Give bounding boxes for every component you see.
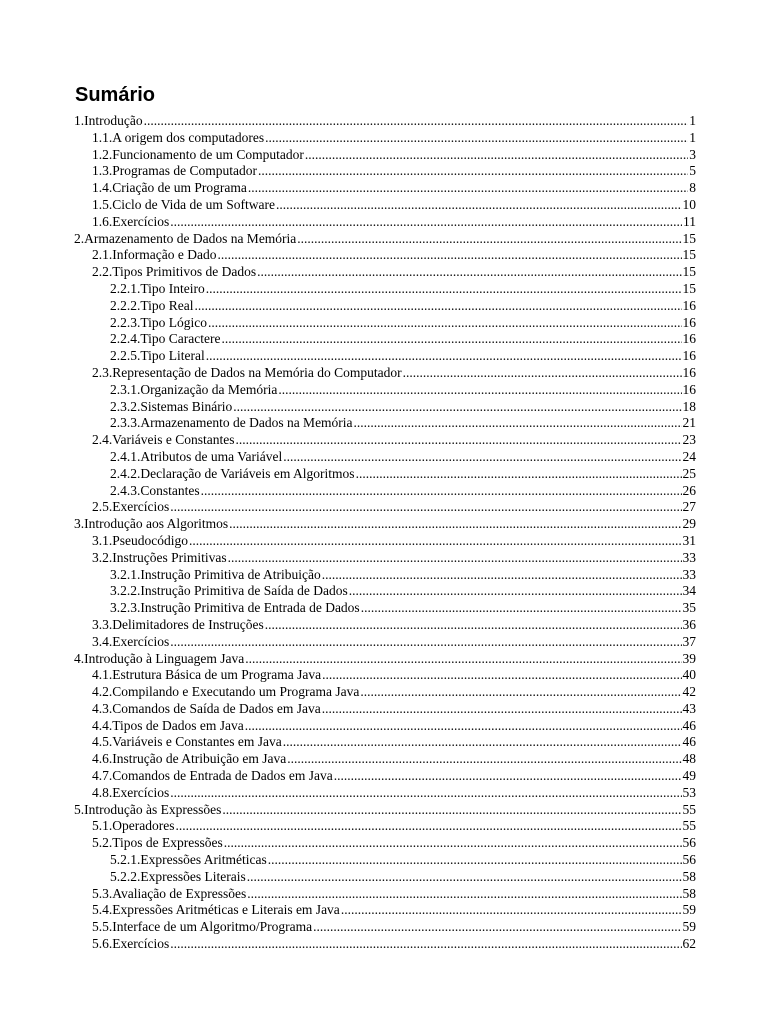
- toc-entry-page-number: 1: [689, 129, 696, 145]
- toc-entry[interactable]: [74, 180, 696, 197]
- toc-dot-leader: [283, 734, 682, 751]
- toc-entry-label: 5.3.Avaliação de Expressões: [92, 885, 247, 901]
- toc-entry-page-number: 59: [682, 902, 696, 918]
- toc-entry-page-number: 33: [682, 566, 696, 582]
- toc-entry-page-number: 35: [682, 600, 696, 616]
- toc-entry-page-number: 34: [682, 583, 696, 599]
- toc-dot-leader: [257, 264, 681, 281]
- toc-entry-label: 2.2.3.Tipo Lógico: [110, 314, 208, 330]
- toc-entry-label: 1.4.Criação de um Programa: [92, 180, 247, 196]
- toc-dot-leader: [144, 113, 689, 130]
- toc-dot-leader: [278, 382, 681, 399]
- toc-dot-leader: [265, 617, 682, 634]
- toc-entry[interactable]: [74, 499, 696, 516]
- toc-entry-label: 2.4.Variáveis e Constantes: [92, 432, 235, 448]
- toc-entry-label: 4.2.Compilando e Executando um Programa Java: [92, 684, 360, 700]
- toc-entry[interactable]: [74, 852, 696, 869]
- toc-entry[interactable]: [74, 432, 696, 449]
- toc-entry-label: 2.1.Informação e Dado: [92, 247, 217, 263]
- toc-entry-label: 2.Armazenamento de Dados na Memória: [74, 230, 297, 246]
- toc-entry[interactable]: [74, 533, 696, 550]
- toc-entry-label: 1.6.Exercícios: [92, 213, 170, 229]
- toc-dot-leader: [283, 449, 681, 466]
- toc-entry-label: 1.Introdução: [74, 113, 143, 128]
- toc-entry-label: 4.6.Instrução de Atribuição em Java: [92, 751, 287, 767]
- toc-entry-label: 4.4.Tipos de Dados em Java: [92, 717, 244, 733]
- toc-entry-page-number: 15: [682, 230, 696, 246]
- toc-entry-page-number: 55: [682, 801, 696, 817]
- toc-entry[interactable]: [74, 231, 696, 248]
- toc-entry-label: 1.2.Funcionamento de um Computador: [92, 146, 304, 162]
- toc-entry-page-number: 27: [682, 499, 696, 515]
- toc-entry-label: 3.4.Exercícios: [92, 633, 170, 649]
- toc-entry[interactable]: [74, 718, 696, 735]
- toc-entry-page-number: 10: [682, 196, 696, 212]
- toc-entry-page-number: 42: [682, 684, 696, 700]
- toc-entry-label: 3.3.Delimitadores de Instruções: [92, 616, 264, 632]
- toc-entry-label: 5.2.Tipos de Expressões: [92, 835, 223, 851]
- toc-entry-page-number: 3: [689, 146, 696, 162]
- toc-entry[interactable]: [74, 785, 696, 802]
- toc-dot-leader: [341, 902, 682, 919]
- toc-entry[interactable]: [74, 415, 696, 432]
- toc-entry[interactable]: [74, 298, 696, 315]
- toc-entry-label: 4.3.Comandos de Saída de Dados em Java: [92, 700, 321, 716]
- toc-entry-page-number: 31: [682, 532, 696, 548]
- toc-entry-label: 3.2.Instruções Primitivas: [92, 549, 227, 565]
- toc-entry[interactable]: [74, 919, 696, 936]
- toc-entry-label: 2.4.2.Declaração de Variáveis em Algoritmos: [110, 465, 355, 481]
- toc-entry[interactable]: [74, 936, 696, 953]
- toc-entry-label: 5.2.1.Expressões Aritméticas: [110, 852, 267, 868]
- toc-entry[interactable]: [74, 902, 696, 919]
- toc-entry[interactable]: [74, 802, 696, 819]
- toc-dot-leader: [206, 348, 682, 365]
- toc-dot-leader: [349, 583, 682, 600]
- toc-entry[interactable]: [74, 550, 696, 567]
- toc-dot-leader: [297, 231, 681, 248]
- toc-entry-page-number: 48: [682, 751, 696, 767]
- toc-entry-label: 4.7.Comandos de Entrada de Dados em Java: [92, 768, 333, 784]
- toc-dot-leader: [356, 466, 682, 483]
- toc-entry-label: 2.2.Tipos Primitivos de Dados: [92, 264, 257, 280]
- toc-entry-page-number: 16: [682, 348, 696, 364]
- toc-entry[interactable]: [74, 701, 696, 718]
- toc-entry-label: 3.Introdução aos Algoritmos: [74, 516, 229, 532]
- toc-entry-page-number: 5: [689, 163, 696, 179]
- toc-dot-leader: [322, 567, 682, 584]
- toc-dot-leader: [354, 415, 682, 432]
- toc-dot-leader: [224, 835, 682, 852]
- toc-entry-page-number: 16: [682, 331, 696, 347]
- toc-dot-leader: [268, 852, 682, 869]
- toc-entry[interactable]: [74, 130, 696, 147]
- toc-entry[interactable]: [74, 567, 696, 584]
- toc-entry-page-number: 59: [682, 919, 696, 935]
- toc-dot-leader: [235, 432, 681, 449]
- toc-dot-leader: [228, 550, 682, 567]
- toc-dot-leader: [322, 701, 682, 718]
- toc-entry[interactable]: [74, 163, 696, 180]
- toc-entry-label: 1.3.Programas de Computador: [92, 163, 257, 179]
- toc-entry-page-number: 24: [682, 448, 696, 464]
- toc-entry[interactable]: [74, 634, 696, 651]
- toc-dot-leader: [195, 298, 682, 315]
- toc-dot-leader: [217, 247, 681, 264]
- toc-entry[interactable]: [74, 247, 696, 264]
- toc-entry-label: 4.8.Exercícios: [92, 784, 170, 800]
- toc-dot-leader: [265, 130, 688, 147]
- toc-entry-label: 5.6.Exercícios: [92, 936, 170, 952]
- toc-dot-leader: [170, 214, 682, 231]
- toc-entry-label: 2.3.2.Sistemas Binário: [110, 398, 233, 414]
- toc-entry-page-number: 53: [682, 784, 696, 800]
- toc-entry[interactable]: [74, 651, 696, 668]
- toc-entry-label: 5.2.2.Expressões Literais: [110, 868, 246, 884]
- toc-entry[interactable]: [74, 399, 696, 416]
- toc-dot-leader: [247, 886, 681, 903]
- toc-entry-page-number: 49: [682, 768, 696, 784]
- toc-entry-page-number: 18: [682, 398, 696, 414]
- toc-entry-page-number: 25: [682, 465, 696, 481]
- toc-entry[interactable]: [74, 315, 696, 332]
- toc-entry-label: 1.5.Ciclo de Vida de um Software: [92, 196, 276, 212]
- toc-entry-page-number: 58: [682, 868, 696, 884]
- toc-entry-page-number: 21: [682, 415, 696, 431]
- toc-entry-page-number: 15: [682, 247, 696, 263]
- toc-dot-leader: [229, 516, 681, 533]
- toc-dot-leader: [258, 163, 688, 180]
- toc-entry-page-number: 46: [682, 734, 696, 750]
- toc-entry-page-number: 1: [689, 113, 696, 128]
- toc-entry[interactable]: [74, 684, 696, 701]
- toc-entry-label: 2.2.1.Tipo Inteiro: [110, 280, 205, 296]
- toc-dot-leader: [361, 600, 682, 617]
- toc-dot-leader: [322, 667, 681, 684]
- toc-dot-leader: [403, 365, 682, 382]
- toc-entry-page-number: 39: [682, 650, 696, 666]
- toc-entry[interactable]: [74, 365, 696, 382]
- toc-dot-leader: [287, 751, 681, 768]
- toc-entry-label: 1.1.A origem dos computadores: [92, 129, 265, 145]
- toc-entry-page-number: 55: [682, 818, 696, 834]
- toc-entry-label: 2.2.2.Tipo Real: [110, 297, 194, 313]
- toc-entry-label: 5.4.Expressões Aritméticas e Literais em Java: [92, 902, 340, 918]
- toc-dot-leader: [170, 634, 681, 651]
- toc-entry-page-number: 36: [682, 616, 696, 632]
- toc-entry-page-number: 8: [689, 180, 696, 196]
- toc-dot-leader: [276, 197, 681, 214]
- toc-dot-leader: [360, 684, 681, 701]
- toc-entry-label: 2.3.Representação de Dados na Memória do Computador: [92, 364, 402, 380]
- toc-dot-leader: [334, 768, 682, 785]
- toc-entry-label: 2.4.1.Atributos de uma Variável: [110, 448, 283, 464]
- toc-entry-page-number: 11: [683, 213, 696, 229]
- toc-entry-page-number: 62: [682, 936, 696, 952]
- toc-entry-label: 5.Introdução às Expressões: [74, 801, 222, 817]
- toc-entry[interactable]: [74, 264, 696, 281]
- toc-entry-page-number: 15: [682, 264, 696, 280]
- toc-dot-leader: [233, 399, 681, 416]
- toc-dot-leader: [247, 869, 682, 886]
- toc-entry-page-number: 33: [682, 549, 696, 565]
- toc-entry-page-number: 15: [682, 280, 696, 296]
- toc-dot-leader: [222, 802, 681, 819]
- toc-entry[interactable]: [74, 281, 696, 298]
- toc-dot-leader: [175, 818, 681, 835]
- toc-entry[interactable]: [74, 751, 696, 768]
- toc-entry-label: 2.3.1.Organização da Memória: [110, 381, 278, 397]
- toc-entry-page-number: 37: [682, 633, 696, 649]
- page-title: Sumário: [75, 84, 156, 106]
- toc-entry[interactable]: [74, 113, 696, 130]
- toc-entry-label: 2.3.3.Armazenamento de Dados na Memória: [110, 415, 353, 431]
- toc-entry-label: 2.2.5.Tipo Literal: [110, 348, 205, 364]
- toc-entry-label: 2.2.4.Tipo Caractere: [110, 331, 221, 347]
- toc-entry-page-number: 40: [682, 667, 696, 683]
- toc-dot-leader: [248, 180, 688, 197]
- toc-entry-page-number: 16: [682, 297, 696, 313]
- toc-entry-label: 5.1.Operadores: [92, 818, 175, 834]
- toc-dot-leader: [221, 331, 681, 348]
- toc-entry[interactable]: [74, 583, 696, 600]
- toc-dot-leader: [170, 936, 681, 953]
- toc-entry-page-number: 16: [682, 381, 696, 397]
- toc-dot-leader: [313, 919, 681, 936]
- toc-entry-page-number: 16: [682, 364, 696, 380]
- toc-dot-leader: [208, 315, 681, 332]
- toc-entry[interactable]: [74, 382, 696, 399]
- toc-entry[interactable]: [74, 331, 696, 348]
- toc-entry-page-number: 56: [682, 852, 696, 868]
- toc-dot-leader: [245, 651, 681, 668]
- toc-entry-label: 4.5.Variáveis e Constantes em Java: [92, 734, 282, 750]
- toc-entry[interactable]: [74, 617, 696, 634]
- toc-entry-page-number: 26: [682, 482, 696, 498]
- toc-entry[interactable]: [74, 667, 696, 684]
- toc-dot-leader: [189, 533, 682, 550]
- toc-entry[interactable]: [74, 449, 696, 466]
- toc-entry[interactable]: [74, 466, 696, 483]
- toc-dot-leader: [206, 281, 682, 298]
- toc-entry[interactable]: [74, 147, 696, 164]
- table-of-contents: [74, 113, 696, 953]
- toc-entry-page-number: 43: [682, 700, 696, 716]
- toc-entry-label: 4.1.Estrutura Básica de um Programa Java: [92, 667, 322, 683]
- toc-entry-page-number: 23: [682, 432, 696, 448]
- toc-entry[interactable]: [74, 214, 696, 231]
- toc-entry[interactable]: [74, 734, 696, 751]
- toc-entry-page-number: 16: [682, 314, 696, 330]
- toc-dot-leader: [305, 147, 688, 164]
- toc-entry[interactable]: [74, 818, 696, 835]
- toc-dot-leader: [245, 718, 682, 735]
- toc-entry[interactable]: [74, 516, 696, 533]
- toc-dot-leader: [170, 785, 681, 802]
- toc-entry-label: 4.Introdução à Linguagem Java: [74, 650, 245, 666]
- toc-entry[interactable]: [74, 886, 696, 903]
- toc-entry-page-number: 29: [682, 516, 696, 532]
- toc-entry-label: 3.2.1.Instrução Primitiva de Atribuição: [110, 566, 321, 582]
- toc-entry-label: 3.2.2.Instrução Primitiva de Saída de Dados: [110, 583, 348, 599]
- toc-entry[interactable]: [74, 869, 696, 886]
- toc-entry-page-number: 46: [682, 717, 696, 733]
- toc-entry-label: 3.1.Pseudocódigo: [92, 532, 188, 548]
- toc-entry-label: 2.4.3.Constantes: [110, 482, 200, 498]
- toc-entry[interactable]: [74, 600, 696, 617]
- toc-entry-label: 5.5.Interface de um Algoritmo/Programa: [92, 919, 313, 935]
- toc-dot-leader: [201, 483, 682, 500]
- toc-entry-page-number: 58: [682, 885, 696, 901]
- toc-entry-page-number: 56: [682, 835, 696, 851]
- toc-entry-label: 2.5.Exercícios: [92, 499, 170, 515]
- toc-entry[interactable]: [74, 483, 696, 500]
- toc-entry[interactable]: [74, 768, 696, 785]
- toc-entry-label: 3.2.3.Instrução Primitiva de Entrada de Dados: [110, 600, 360, 616]
- toc-entry[interactable]: [74, 348, 696, 365]
- toc-dot-leader: [170, 499, 681, 516]
- toc-entry[interactable]: [74, 197, 696, 214]
- toc-entry[interactable]: [74, 835, 696, 852]
